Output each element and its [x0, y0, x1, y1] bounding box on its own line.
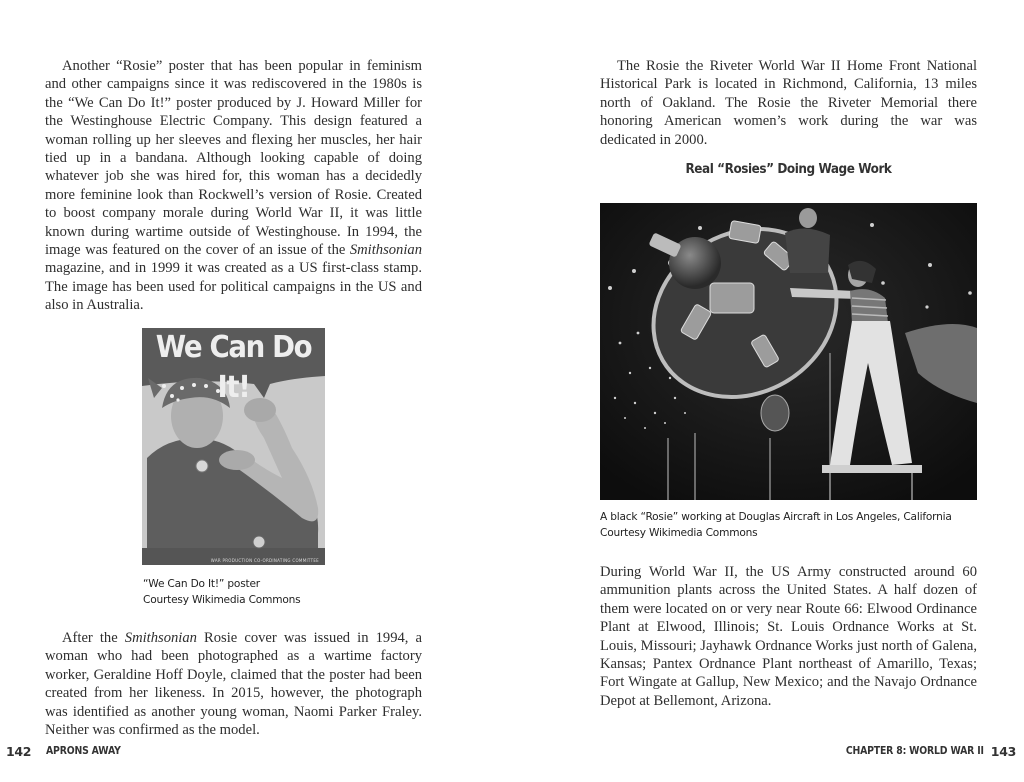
left-paragraph-2-text-a: After the: [62, 630, 125, 646]
right-paragraph-2: During World War II, the US Army constructed around 60 ammunition plants across the United States. A half dozen of them were located on or very near Route 66: Elwood Ordinance Plant at Elwood, Illinois; St. Louis Ordnance Works at St. Louis, Missouri; Jayhawk Ordnance Works just north of Galena, Kansas; Pantex Ordnance Plant northeast of Amarillo, Texas; Fort Wingate at Gallup, New Mexico; and the Navajo Ordnance Depot at Bellemont, Arizona.: [600, 564, 977, 709]
left-paragraph-1: [45, 57, 422, 315]
smithsonian-title: Smithsonian: [349, 242, 422, 259]
right-paragraph-1: The Rosie the Riveter World War II Home Front National Historical Park is located in Richmond, California, 13 miles north of Oakland. The Rosie the Riveter Memorial there honoring American women’s work during the war was dedicated in 2000.: [600, 58, 977, 148]
douglas-aircraft-worker-photo: [600, 203, 977, 500]
photo-caption: [600, 509, 952, 541]
photo-illustration: [600, 203, 977, 500]
left-paragraph-1-text-a: Another “Rosie” poster that has been popular in feminism and other campaigns since it was rediscovered in the 1980s is the “We Can Do It!” poster produced by J. Howard Miller for the Westinghouse Electric Company. This design featured a woman rolling up her sleeves and flexing her muscles, her hair tied up in a bandana. Although looking capable of doing whatever job she was hired for, this woman has a decidedly more feminine look than Rockwell’s version of Rosie. Created to boost company morale during World War II, it was little known during wartime outside of Westinghouse. In 1994, the image was featured on the cover of an issue of the: [45, 58, 422, 259]
photo-caption-title: A black “Rosie” working at Douglas Aircraft in Los Angeles, California: [600, 511, 952, 523]
poster-footer-text: WAR PRODUCTION CO-ORDINATING COMMITTEE: [210, 558, 319, 563]
left-running-head: APRONS AWAY: [46, 745, 121, 757]
left-paragraph-2: [45, 629, 422, 739]
poster-caption-credit: Courtesy Wikimedia Commons: [143, 594, 301, 606]
right-running-head: CHAPTER 8: WORLD WAR II: [845, 745, 984, 757]
poster-caption-title: “We Can Do It!” poster: [143, 578, 260, 590]
poster-title: We Can Do It!: [155, 330, 312, 405]
left-page-number: 142: [6, 744, 32, 759]
we-can-do-it-poster-image: [142, 328, 325, 565]
poster-caption: [143, 576, 300, 608]
photo-caption-credit: Courtesy Wikimedia Commons: [600, 527, 758, 539]
left-paragraph-2-text-b: Rosie cover was issued in 1994, a woman who had been photographed as a wartime factory worker, Geraldine Hoff Doyle, claimed that the poster had been created from her likeness. In 2015, however, the photograph was identified as another young woman, Naomi Parker Fraley. Neither was confirmed as the model.: [45, 630, 422, 739]
right-page-number: 143: [990, 744, 1016, 759]
section-heading: Real “Rosies” Doing Wage Work: [685, 162, 892, 177]
smithsonian-title-2: Smithsonian: [124, 630, 197, 646]
left-paragraph-1-text-b: magazine, and in 1999 it was created as a US first-class stamp. The image has been used for political campaigns in the US and also in Australia.: [45, 260, 422, 314]
